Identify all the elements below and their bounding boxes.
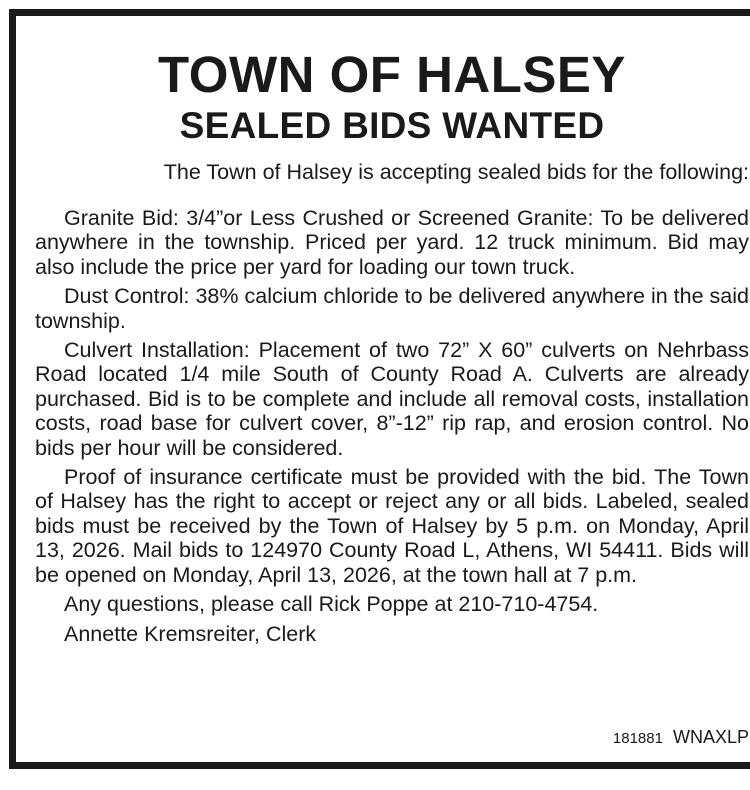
dust-control-paragraph: Dust Control: 38% calcium chloride to be delivered anywhere in the said township.: [35, 284, 749, 333]
culvert-installation-paragraph: Culvert Installation: Placement of two 72” X 60” culverts on Nehrbass Road located 1/4 mile South of County Road A. Culverts are already purchased. Bid is to be complete and include all removal costs, installation costs, road base for culvert cover, 8”-12” rip rap, and erosion control. No bids per hour will be considered.: [35, 338, 749, 460]
legal-notice: [9, 9, 750, 769]
publication-code: WNAXLP: [672, 727, 749, 747]
ad-number: 181881: [612, 730, 663, 747]
notice-subtitle: SEALED BIDS WANTED: [179, 105, 605, 146]
questions-line: Any questions, please call Rick Poppe at 210-710-4754.: [64, 592, 599, 617]
insurance-paragraph: Proof of insurance certificate must be provided with the bid. The Town of Halsey has the right to accept or reject any or all bids. Labeled, sealed bids must be received by the Town of Halsey by 5 p.m. on Monday, April 13, 2026. Mail bids to 124970 County Road L, Athens, WI 54411. Bids will be opened on Monday, April 13, 2026, at the town hall at 7 p.m.: [35, 465, 749, 587]
intro-line: The Town of Halsey is accepting sealed bids for the following:: [163, 160, 749, 184]
signature-line: Annette Kremsreiter, Clerk: [64, 621, 317, 646]
notice-title: TOWN OF HALSEY: [158, 46, 626, 103]
publication-reference: [613, 726, 749, 750]
granite-bid-paragraph: Granite Bid: 3/4”or Less Crushed or Screened Granite: To be delivered anywhere in the township. Priced per yard. 12 truck minimum. Bid may also include the price per yard for loading our town truck.: [35, 206, 749, 279]
